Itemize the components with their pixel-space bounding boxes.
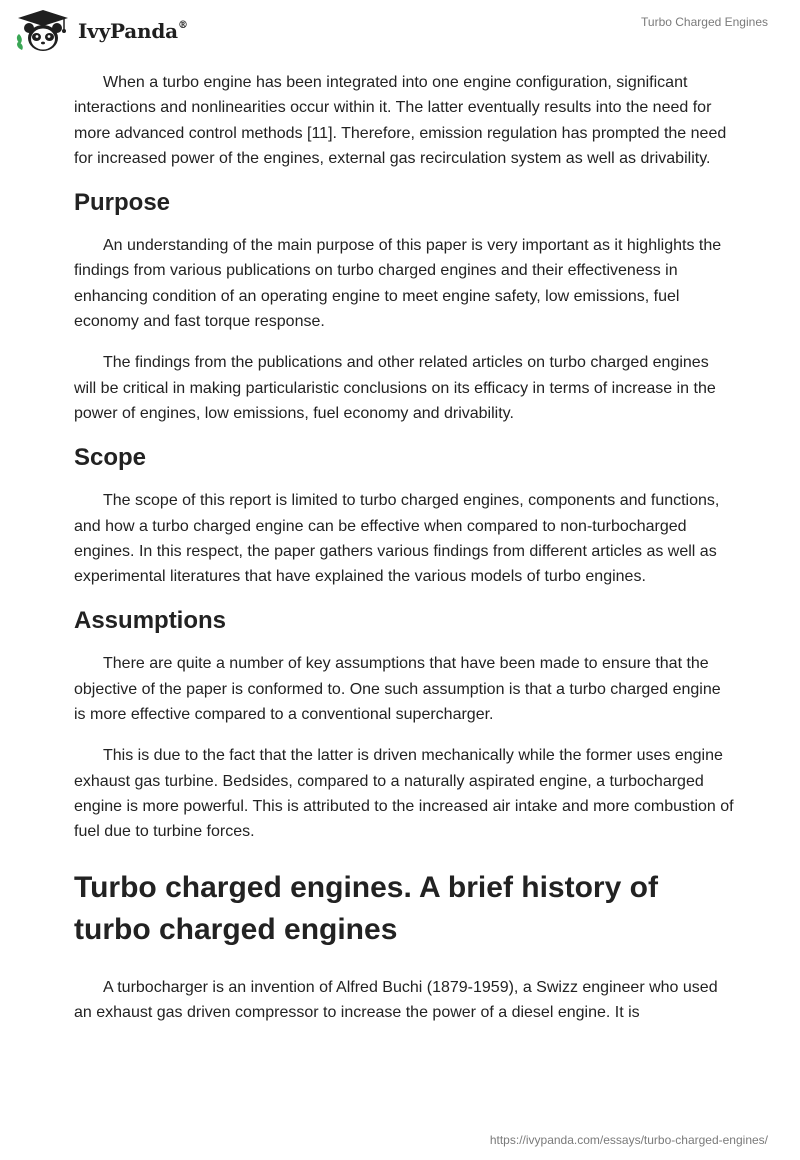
assumptions-paragraph-2: This is due to the fact that the latter is driven mechanically while the former uses engine exhaust gas turbine. Bedsides, compared to a naturally aspirated engine, a turbocharged engine is more powerful. This is attributed to the increased air intake and more combustion of fuel due to turbine forces. bbox=[74, 747, 734, 841]
history-heading: Turbo charged engines. A brief history of turbo charged engines bbox=[74, 870, 658, 946]
intro-paragraph: When a turbo engine has been integrated into one engine configuration, significant interactions and nonlinearities occur within it. The latter eventually results into the need for more advanced control methods [11]. Therefore, emission regulation has prompted the need for increased power of the engines, external gas recirculation system as well as drivability. bbox=[74, 74, 727, 167]
brand-name: IvyPanda® bbox=[78, 19, 188, 43]
panda-graduate-logo-icon bbox=[14, 8, 72, 54]
assumptions-paragraph-1: There are quite a number of key assumptions that have been made to ensure that the objective of the paper is conformed to. One such assumption is that a turbo charged engine is more effective compared to a conventional supercharger. bbox=[74, 655, 721, 724]
scope-heading: Scope bbox=[74, 444, 147, 472]
brand-logo[interactable] bbox=[14, 8, 188, 54]
scope-paragraph: The scope of this report is limited to turbo charged engines, components and functions, and how a turbo charged engine can be effective when compared to non-turbocharged engines. In this respect, the paper gathers various findings from different articles as well as experimental literatures that have explained the various models of turbo engines. bbox=[74, 492, 720, 586]
purpose-heading: Purpose bbox=[74, 189, 171, 217]
page-header-title: Turbo Charged Engines bbox=[641, 15, 768, 29]
page-header bbox=[0, 0, 800, 60]
assumptions-heading: Assumptions bbox=[74, 607, 227, 635]
footer-url[interactable]: https://ivypanda.com/essays/turbo-charged-engines/ bbox=[489, 1133, 768, 1147]
purpose-paragraph-1: An understanding of the main purpose of this paper is very important as it highlights the findings from various publications on turbo charged engines and their effectiveness in enhancing condition of an operating engine to meet engine safety, low emissions, fuel economy and fast torque response. bbox=[74, 237, 722, 331]
essay-content bbox=[74, 70, 734, 1041]
purpose-paragraph-2: The findings from the publications and other related articles on turbo charged engines will be critical in making particularistic conclusions on its efficacy in terms of increase in the power of engines, low emissions, fuel economy and drivability. bbox=[74, 354, 716, 422]
history-paragraph: A turbocharger is an invention of Alfred Buchi (1879-1959), a Swizz engineer who used an exhaust gas driven compressor to increase the power of a diesel engine. It is bbox=[74, 978, 718, 1021]
